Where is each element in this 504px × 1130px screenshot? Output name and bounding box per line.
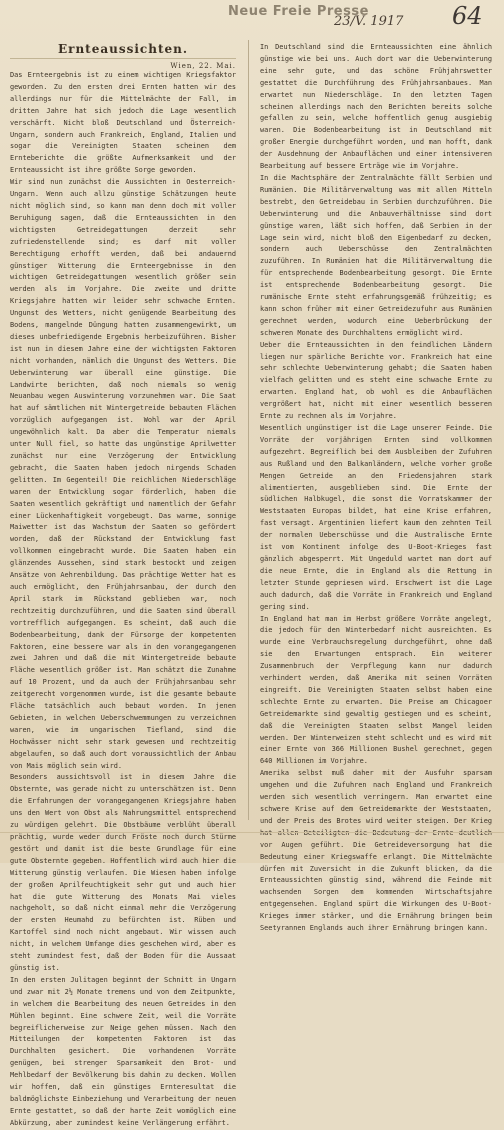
fold-line: [0, 832, 504, 833]
masthead: Neue Freie Presse: [228, 4, 369, 19]
dateline: Wien, 22. Mai.: [170, 62, 236, 70]
handwritten-date: 23/V. 1917: [334, 14, 404, 29]
column-divider: [248, 40, 249, 820]
left-column: [10, 42, 236, 1127]
article-body-left: Das Ernteergebnis ist zu einem wichtigen Kriegsfaktor geworden. Zu den ersten drei Ernten hatten wir des allerdings nur für die Mittelmächte der Fall, im dritten Jahre hat sich jedoch die Lage wesentlich verschärft. Nicht bloß Deutschland und Österreich-Ungarn, sondern auch Frankreich, England, Italien und sogar die Vereinigten Staaten scheinen dem Ernteberichte die größte Aufmerksamkeit und der Ernteaussicht ist ihre größte Sorge geworden. Wir sind nun zunächst die Aussichten in Oesterreich-Ungarn. Wenn auch allzu günstige Schätzungen heute nicht möglich sind, so kann man denn doch mit voller Beruhigung sagen, daß die Ernteaussichten in den wichtigsten Getreidegattungen derzeit sehr zufriedenstellende sind; es darf mit voller Berechtigung erhofft werden, daß bei andauernd günstiger Witterung die Ernteergebnisse in den wichtigen Getreidegattungen wesentlich größer sein werden als im Vorjahre. Die zweite und dritte Kriegsjahre hatten wir leider sehr schwache Ernten. Ungunst des Wetters, nicht genügende Bearbeitung des Bodens, mangelnde Düngung hatten zusammengewirkt, um dieses unbefriedigende Ergebnis herbeizuführen. Bisher ist nun in diesem Jahre eine der wichtigsten Faktoren nicht vorhanden, nämlich die Ungunst des Wetters. Die Ueberwinterung war überall eine günstige. Die Landwirte berichten, daß noch niemals so wenig Neuanbau wegen Auswinterung vorzunehmen war. Die Saat hat auf sämtlichen mit Wintergetreide bebauten Flächen vorzüglich aufgegangen ist. Wohl war der April ungewöhnlich kalt. Da aber die Temperatur niemals unter Null fiel, so hatte das ungünstige Aprilwetter zunächst nur eine Verzögerung der Entwicklung gebracht, die Saaten haben jedoch nirgends Schaden gelitten. Im Gegenteil! Die reichlichen Niederschläge waren der Entwicklung sogar förderlich, haben die Saaten wesentlich gekräftigt und namentlich der Gefahr einer Lückenhaftigkeit vorgebeugt. Das warme, sonnige Maiwetter ist das Wachstum der Saaten so gefördert worden, daß der Rückstand der Entwicklung fast vollkommen eingebracht wurde. Die Saaten haben ein glänzendes Aussehen, sind stark bestockt und zeigen Ansätze von Aehrenbildung. Das prächtige Wetter hat es auch ermöglicht, den Frühjahrsanbau, der durch den April stark im Rückstand geblieben war, noch rechtzeitig durchzuführen, und die Saaten sind überall vortrefflich aufgegangen. Es scheint, daß auch die Bodenbearbeitung, dank der Fürsorge der kompetenten Faktoren, eine bessere war als in den vorangegangenen zwei Jahren und daß die mit Wintergetreide bebaute Fläche wesentlich größer ist. Man schätzt die Zunahme auf 10 Prozent, und da auch der Frühjahrsanbau sehr zeitgerecht vorgenommen wurde, ist die gesamte bebaute Fläche tatsächlich auch bebaut worden. In jenen Gebieten, in welchen Ueberschwemmungen zu verzeichnen waren, wie im ungarischen Tiefland, sind die Hochwässer nicht sehr stark gewesen und rechtzeitig abgelaufen, so daß auch dort voraussichtlich der Anbau von Mais möglich sein wird. Besonders aussichtsvoll ist in diesem Jahre die Obsternte, was gerade nicht zu unterschätzen ist. Denn die Erfahrungen der vorangegangenen Kriegsjahre haben uns den Wert von Obst als Nahrungsmittel entsprechend zu würdigen gelehrt. Die Obstbäume verblüht überall prächtig, wurde weder durch Fröste noch durch Stürme gestört und damit ist die beste Grundlage für eine gute Obsternte gegeben. Hoffentlich wird auch hier die Witterung günstig verlaufen. Die Wiesen haben infolge der großen Aprilfeuchtigkeit sehr gut und auch hier hat die gute Witterung des Monats Mai vieles nachgeholt, so daß nicht einmal mehr die Verzögerung der ersten Heumahd zu befürchten ist. Rüben und Kartoffel sind noch nicht angebaut. Wir wissen auch nicht, in welchem Umfange dies geschehen wird, aber es steht zumindest fest, daß der Boden für die Aussaat günstig ist. In den ersten Julitagen beginnt der Schnitt in Ungarn und zwar mit 2½ Monate tremens und von dem Zeitpunkte, in welchem die Bearbeitung des neuen Getreides in den Mühlen beginnt. Eine schwere Zeit, weil die Vorräte begreiflicherweise zur Neige gehen müssen. Nach den Mitteilungen der kompetenten Faktoren ist das Durchhalten gesichert. Die vorhandenen Vorräte genügen, bei strenger Sparsamkeit den Brot- und Mehlbedarf der Bevölkerung bis dahin zu decken. Wollen wir hoffen, daß ein günstiges Ernteresultat die baldmöglichste Einbeziehung und Verarbeitung der neuen Ernte gestattet, so daß der harte Zeit womöglich eine Abkürzung, aber zumindest keine Verlängerung erfährt.: [10, 71, 236, 1127]
handwritten-page-number: 64: [452, 2, 483, 30]
article-body-right: In Deutschland sind die Ernteaussichten eine ähnlich günstige wie bei uns. Auch dort war die Ueberwinterung eine sehr gute, und das schöne Frühjahrswetter gestattet die Durchführung des Frühjahrsanbaues. Man erwartet nun Niederschläge. In den letzten Tagen scheinen allerdings nach den Berichten bereits solche gefallen zu sein, welche hoffentlich genug ausgiebig waren. Die Bodenbearbeitung ist in Deutschland mit großer Energie durchgeführt worden, und man hofft, dank der Ausdehnung der Anbauflächen und einer intensiveren Bearbeitung auf bessere Erträge wie im Vorjahre. In die Machtsphäre der Zentralmächte fällt Serbien und Rumänien. Die Militärverwaltung was mit allen Mitteln bestrebt, den Getreidebau in Serbien durchzuführen. Die Ueberwinterung und die Anbauverhältnisse sind dort günstige waren, läßt sich hoffen, daß Serbien in der Lage sein wird, nicht bloß den Eigenbedarf zu decken, sondern auch Ueberschüsse den Zentralmächten zuzuführen. In Rumänien hat die Militärverwaltung die für entsprechende Bodenbearbeitung gesorgt. Die Ernte ist entsprechende Bodenbearbeitung gesorgt. Die rumänische Ernte steht erfahrungsgemäß frühzeitig; es kann schon früher mit einer Getreidezufuhr aus Rumänien gerechnet werden, wodurch eine Ueberbrückung der schweren Monate des Durchhaltens ermöglicht wird. Ueber die Ernteaussichten in den feindlichen Ländern liegen nur spärliche Berichte vor. Frankreich hat eine sehr schlechte Ueberwinterung gehabt; die Saaten haben vielfach gelitten und es steht eine schwache Ernte zu erwarten. England hat, ob wohl es die Anbauflächen vergrößert hat, nicht mit einer wesentlich besseren Ernte zu rechnen als im Vorjahre. Wesentlich ungünstiger ist die Lage unserer Feinde. Die Vorräte der vorjährigen Ernten sind vollkommen aufgezehrt. Begreiflich bei dem Ausbleiben der Zufuhren aus Rußland und den Balkanländern, welche vorher große Mengen Getreide an den Friedensjahren stark alimentierten, ausgeblieben sind. Die Ernte der südlichen Halbkugel, die sonst die Vorratskammer der Weststaaten Europas bildet, hat eine Krise erfahren, fast versagt. Argentinien liefert kaum den zehnten Teil der normalen Ueberschüsse und die Australische Ernte ist vom Kontinent infolge des U-Boot-Krieges fast gänzlich abgesperrt. Mit Ungeduld wartet man dort auf die neue Ernte, die in England als die Rettung in letzter Stunde gepriesen wird. Erschwert ist die Lage auch dadurch, daß die Vorräte in Frankreich und England gering sind. In England hat man im Herbst größere Vorräte angelegt, die jedoch für den Winterbedarf nicht ausreichten. Es wurde eine Verbrauchsregelung durchgeführt, ohne daß sie den Erwartungen entsprach. Ein weiterer Zusammenbruch der Verpflegung kann nur dadurch verhindert werden, daß Amerika mit seinen Vorräten eingreift. Die Vereinigten Staaten selbst haben eine schlechte Ernte zu erwarten. Die Preise am Chicagoer Getreidemarkte sind gewaltig gestiegen und es scheint, daß die Vereinigten Staaten selbst Mangel leiden werden. Der Winterweizen steht schlecht und es wird mit einer Ernte von 366 Millionen Bushel gerechnet, gegen 640 Millionen im Vorjahre. Amerika selbst muß daher mit der Ausfuhr sparsam umgehen und die Zufuhren nach England und Frankreich werden sich wesentlich verringern. Man erwartet eine schwere Krise auf dem Getreidemarkte der Weststaaten, und der Preis des Brotes wird weiter steigen. Der Krieg vor Augen geführt. Die Getreideversorgung hat die Bedeutung einer Kriegswaffe erlangt. Die Mittelmächte dürfen mit Zuversicht in die Zukunft blicken, da die Ernteaussichten günstig sind, während die Feinde mit wachsenden Sorgen dem kommenden Wirtschaftsjahre entgegensehen. England spürt die Wirkungen des U-Boot-Krieges immer stärker, und die Ernährung bringen beim Seetyrannen Englands auch ihrer Ernährung bringen kann.: [260, 43, 492, 933]
right-column: [260, 40, 492, 933]
article-title: Ernteaussichten.: [10, 42, 236, 59]
